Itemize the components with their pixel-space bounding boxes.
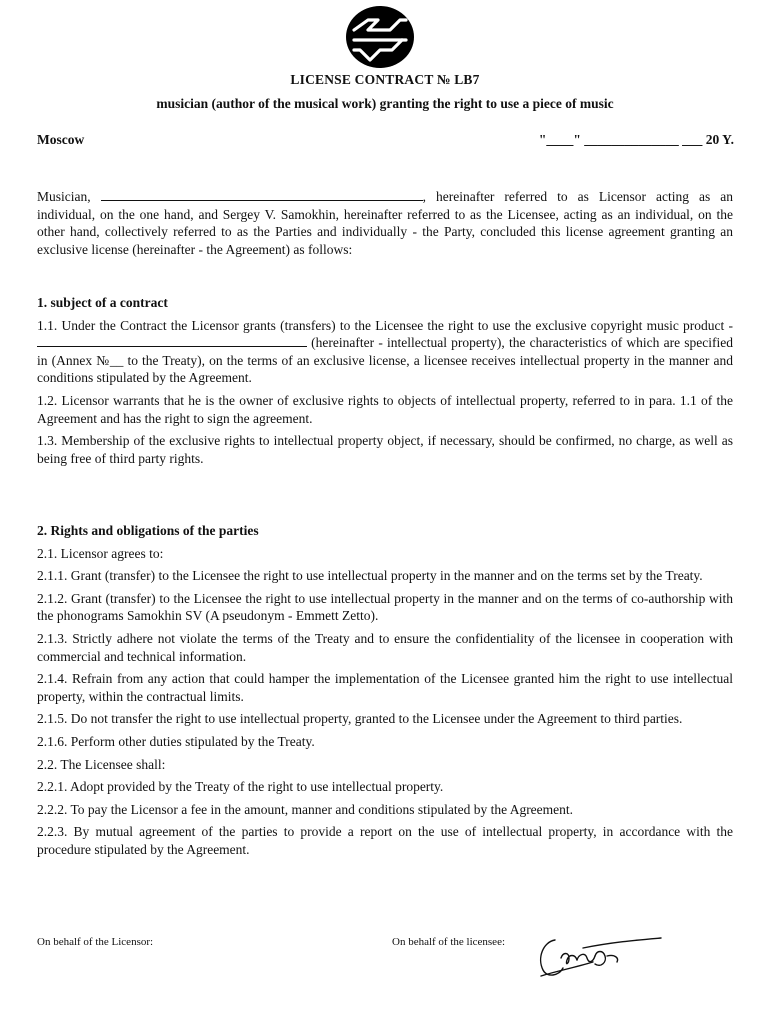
clause-item: 2.1.2. Grant (transfer) to the Licensee the right to use intellectual property in the manner and on the terms of co-authorship with the phonograms Samokhin SV (A pseudonym - Emmett Zetto). [37,590,733,624]
clause-1-1-text-rest: (hereinafter - intellectual property), the characteristics of which are specified in (Annex №__ to the Treaty), on the terms of an exclusive license, a licensee receives intellectual property in the manner and conditions stipulated by the Agreement. [37,335,733,386]
contract-place: Moscow [37,132,85,147]
intro-paragraph [37,188,733,263]
clause-item: 2.1.6. Perform other duties stipulated by the Treaty. [37,733,315,749]
clause-item: 2.2. The Licensee shall: [37,756,166,772]
clause-item: 2.2.3. By mutual agreement of the parties to provide a report on the use of intellectual property, in accordance with the procedure stipulated by the Agreement. [37,824,733,857]
section-2-heading: 2. Rights and obligations of the parties [37,523,259,538]
clause-item: 2.1.5. Do not transfer the right to use intellectual property, granted to the Licensee under the Agreement to third parties. [37,711,683,727]
document-title: LICENSE CONTRACT № LB7 [290,72,480,87]
licensor-signature-label: On behalf of the Licensor: [37,936,154,948]
clause-1-3: 1.3. Membership of the exclusive rights to intellectual property object, if necessary, should be confirmed, no charge, as well as being free of third party rights. [37,433,733,466]
clause-1-1-text-start: 1.1. Under the Contract the Licensor grants (transfers) to the Licensee the right to use the exclusive copyright music product - [37,317,733,333]
handwritten-signature-icon [533,928,663,984]
company-logo-icon [344,4,416,70]
clause-1-2: 1.2. Licensor warrants that he is the owner of exclusive rights to objects of intellectual property, referred to in para. 1.1 of the Agreement and has the right to sign the agreement. [37,392,733,426]
section-subject [37,294,733,472]
clause-1-1 [37,317,733,387]
clause-item: 2.1.1. Grant (transfer) to the Licensee the right to use intellectual property in the manner and on the terms set by the Treaty. [37,568,703,584]
clause-item: 2.1.3. Strictly adhere not violate the terms of the Treaty and to ensure the confidentiality of the licensee in cooperation with commercial and technical information. [37,630,733,664]
music-product-blank [37,334,307,347]
clause-item: 2.1.4. Refrain from any action that could hamper the implementation of the Licensee granted him the right to use intellectual property, within the contractual limits. [37,671,733,704]
licensee-signature-label: On behalf of the licensee: [392,936,506,948]
document-subtitle: musician (author of the musical work) granting the right to use a piece of music [156,96,614,111]
contract-date-line: "____" ______________ ___ 20 Y. [538,132,734,147]
clause-item: 2.2.1. Adopt provided by the Treaty of the right to use intellectual property. [37,779,444,795]
clause-item: 2.1. Licensor agrees to: [37,545,164,561]
intro-text-start: Musician, [37,189,101,204]
section-rights [37,522,733,864]
section-1-heading: 1. subject of a contract [37,295,168,310]
intro-text-rest: , hereinafter referred to as Licensor acting as an individual, on the one hand, and Sergey V. Samokhin, hereinafter referred to as the Licensee, acting as an individual, on the other hand, collectively referred to as the Parties and individually - the Party, concluded this license agreement granting an exclusive license (hereinafter - the Agreement) as follows: [37,189,733,257]
clause-item: 2.2.2. To pay the Licensor a fee in the amount, manner and conditions stipulated by the Agreement. [37,801,574,817]
licensor-name-blank [101,188,423,201]
